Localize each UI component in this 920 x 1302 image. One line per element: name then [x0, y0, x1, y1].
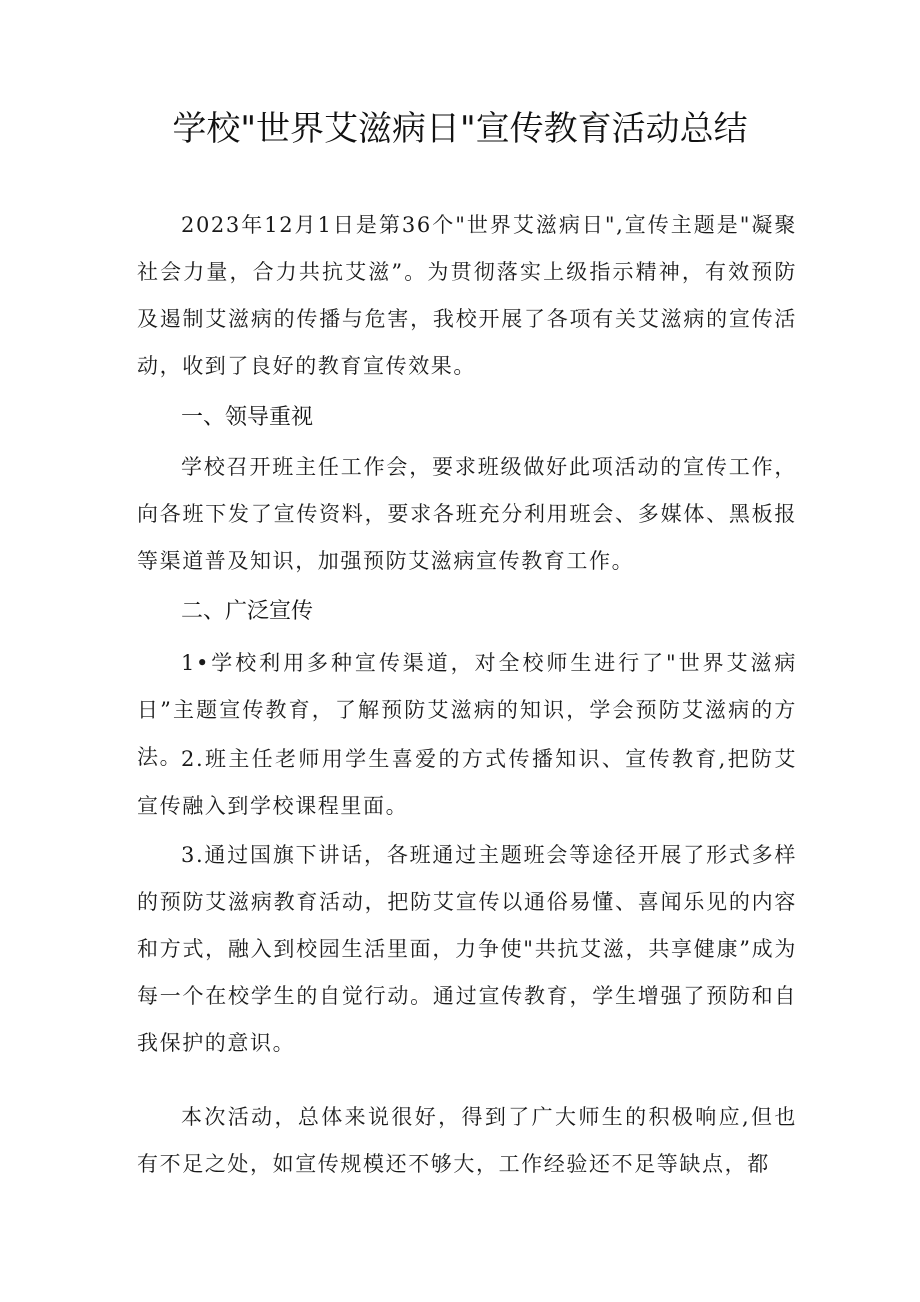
- section-2-item-1: 1•学校利用多种宣传渠道，对全校师生进行了"世界艾滋病日”主题宣传教育，了解预防艾滋病的知识，学会预防艾滋病的方法。: [137, 651, 797, 769]
- section-2-item-2: 2.班主任老师用学生喜爱的方式传播知识、宣传教育,把防艾宣传融入到学校课程里面。: [137, 747, 797, 818]
- intro-paragraph: 2023年12月1日是第36个"世界艾滋病日",宣传主题是"凝聚社会力量，合力共抗艾滋”。为贯彻落实上级指示精神，有效预防及遏制艾滋病的传播与危害，我校开展了各项有关艾滋病的宣传活动，收到了良好的教育宣传效果。: [137, 213, 797, 378]
- section-1-paragraph: 学校召开班主任工作会，要求班级做好此项活动的宣传工作，向各班下发了宣传资料，要求各班充分利用班会、多媒体、黑板报等渠道普及知识，加强预防艾滋病宣传教育工作。: [137, 455, 797, 573]
- document-title: 学校"世界艾滋病日"宣传教育活动总结: [172, 109, 748, 149]
- section-2-heading: 二、广泛宣传: [181, 599, 314, 624]
- section-1-heading: 一、领导重视: [181, 405, 314, 430]
- section-2-item-3: 3.通过国旗下讲话，各班通过主题班会等途径开展了形式多样的预防艾滋病教育活动，把防艾宣传以通俗易懂、喜闻乐见的内容和方式，融入到校园生活里面，力争使"共抗艾滋，共享健康”成为每一个在校学生的自觉行动。通过宣传教育，学生增强了预防和自我保护的意识。: [137, 843, 797, 1055]
- closing-paragraph: 本次活动，总体来说很好，得到了广大师生的积极响应,但也有不足之处，如宣传规模还不够大，工作经验还不足等缺点，都: [137, 1105, 797, 1176]
